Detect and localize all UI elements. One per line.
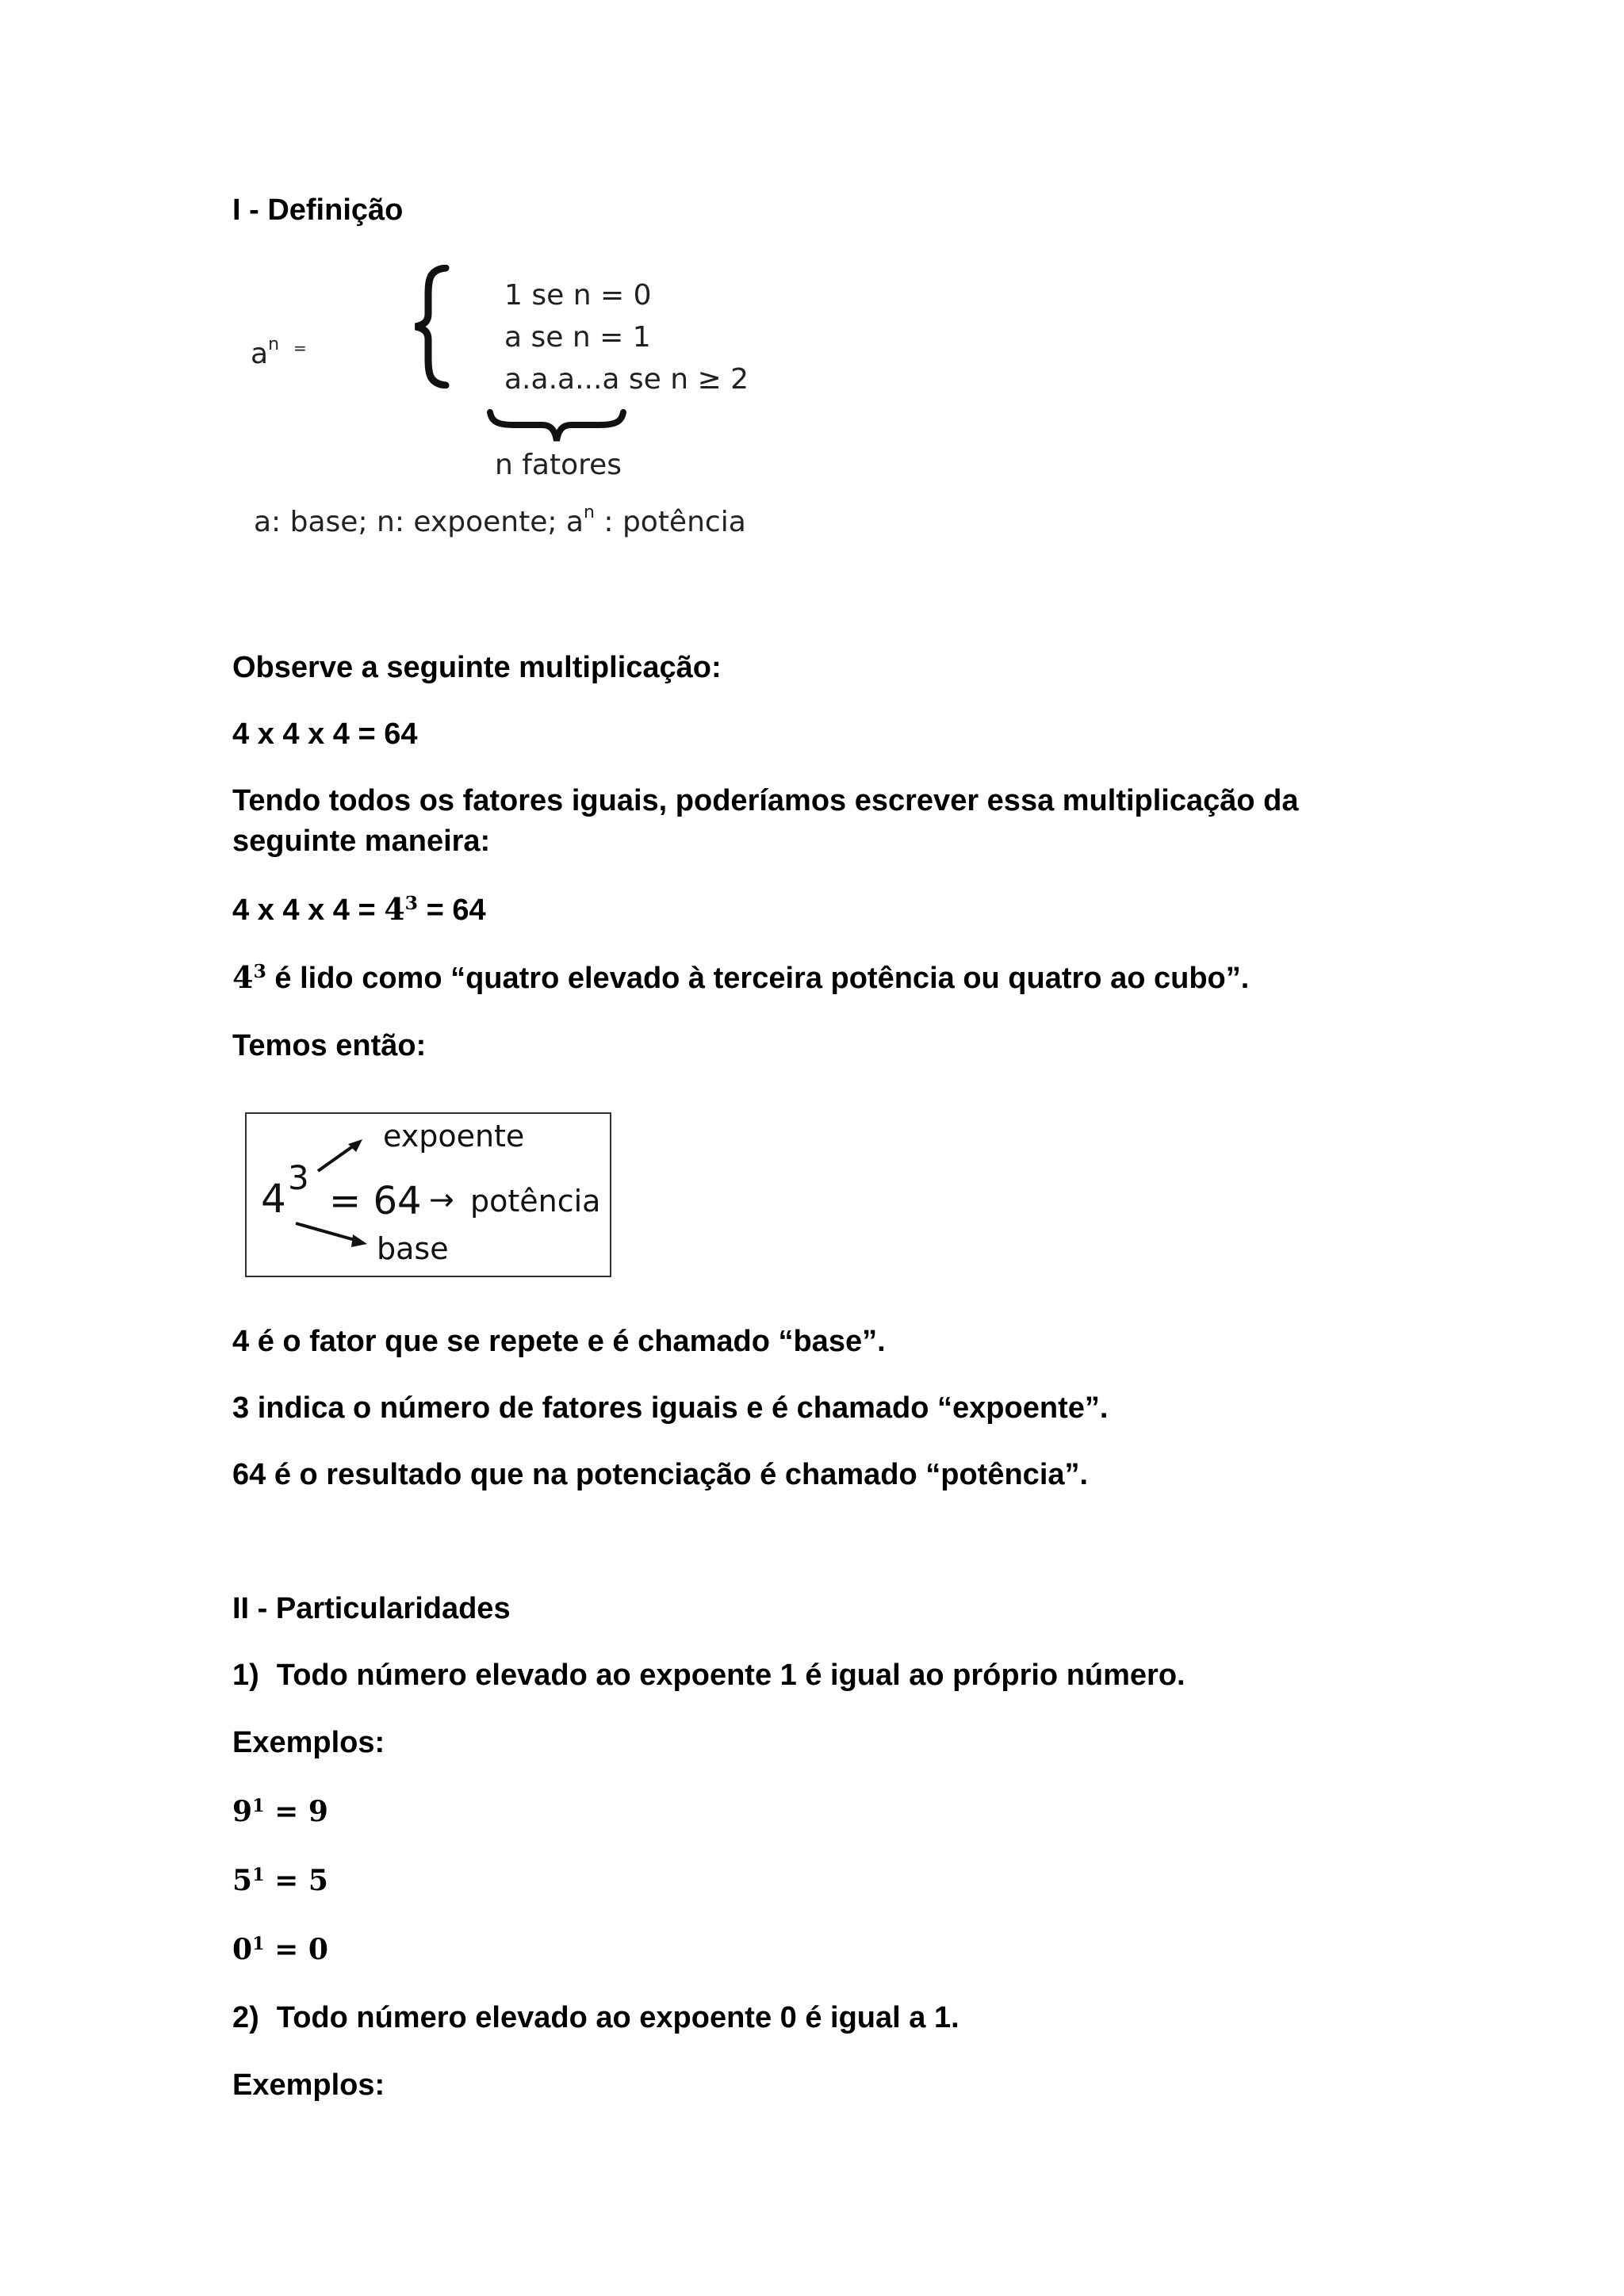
examples-label-2: Exemplos:: [232, 2068, 385, 2102]
rule-2: 2) Todo número elevado ao expoente 0 é igual a 1.: [232, 2001, 959, 2034]
definition-lhs: $a^n$ =: [251, 335, 307, 370]
definition-case-1: 1 se n = 0: [504, 279, 652, 312]
figure-arrows: [247, 1114, 611, 1277]
section-title-definicao: I - Definição: [232, 193, 404, 227]
temos-entao: Temos então:: [232, 1029, 427, 1062]
figure-label-base: base: [377, 1231, 449, 1266]
definition-case-2: a se n = 1: [504, 321, 651, 354]
figure-label-potencia: potência: [470, 1184, 601, 1219]
potencia-figure: [245, 1112, 611, 1277]
right-arrow-icon: →: [429, 1182, 454, 1217]
example-3: $0^1 = 0$: [232, 1933, 328, 1966]
explain-potencia: 64 é o resultado que na potenciação é chamado “potência”.: [232, 1458, 1089, 1491]
example-2: $5^1 = 5$: [232, 1864, 328, 1897]
arrow-to-expoente-icon: [318, 1139, 362, 1171]
left-brace-icon: [411, 265, 450, 388]
underbrace-label: n fatores: [495, 449, 622, 481]
figure-label-expoente: expoente: [383, 1119, 525, 1154]
figure-base-digit: 4: [261, 1176, 286, 1222]
examples-label-1: Exemplos:: [232, 1726, 385, 1759]
multiplication-2: 4 x 4 x $4 = 4^3 = 64$: [232, 891, 486, 927]
definition-case-3: a.a.a...a se n ≥ 2: [504, 363, 749, 396]
section-title-particularidades: II - Particularidades: [232, 1592, 511, 1625]
definition-legend: a: base; n: expoente; $a^n$ : potência: [254, 503, 746, 538]
explain-expoente: 3 indica o número de fatores iguais e é chamado “expoente”.: [232, 1391, 1109, 1425]
explain-base: 4 é o fator que se repete e é chamado “base”.: [232, 1325, 886, 1358]
multiplication-1: 4 x 4 x 4 = 64: [232, 718, 418, 751]
example-1: $9^1 = 9$: [232, 1795, 328, 1828]
reading-text: $4^3$ é lido como “quatro elevado à terceira potência ou quatro ao cubo”.: [232, 959, 1250, 995]
arrow-to-base-icon: [296, 1223, 367, 1247]
definition-figure: [238, 246, 785, 563]
figure-exponent-digit: 3: [288, 1158, 309, 1197]
figure-equals-64: = 64: [329, 1179, 422, 1223]
paragraph-fatores-iguais: Tendo todos os fatores iguais, poderíamos escrever essa multiplicação da seguinte maneira:: [232, 784, 1299, 858]
rule-1: 1) Todo número elevado ao expoente 1 é igual ao próprio número.: [232, 1659, 1185, 1692]
observe-text: Observe a seguinte multiplicação:: [232, 651, 722, 684]
underbrace-icon: [485, 409, 628, 446]
